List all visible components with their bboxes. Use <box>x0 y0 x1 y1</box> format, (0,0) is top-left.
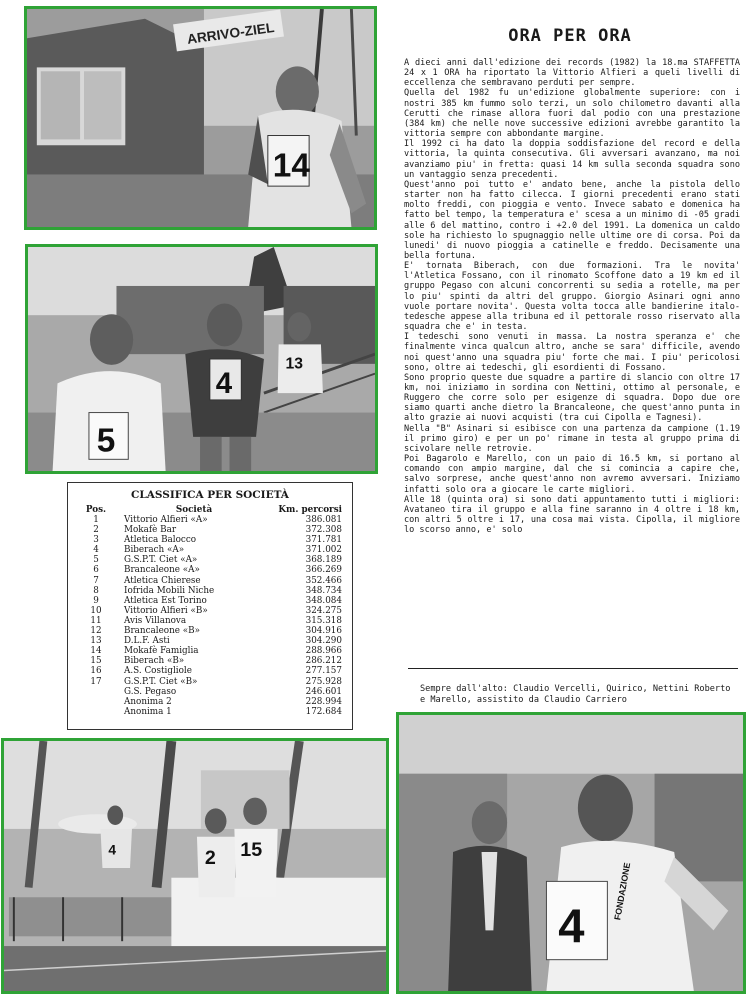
table-row <box>68 636 352 646</box>
bib-number-2: 2 <box>204 847 216 870</box>
bib-number-4: 4 <box>215 367 233 401</box>
row-societa: Vittorio Alfieri «A» <box>124 515 208 525</box>
row-km: 371.781 <box>305 535 342 546</box>
table-row <box>68 687 352 697</box>
row-societa: Atletica Est Torino <box>124 595 207 606</box>
photo-caption: Sempre dall'alto: Claudio Vercelli, Quirico, Nettini Roberto e Marello, assistito da Claudio Carriero <box>420 684 731 705</box>
table-row <box>68 666 352 676</box>
bib-number-15: 15 <box>240 839 263 862</box>
row-pos: 8 <box>93 585 99 596</box>
row-pos: 3 <box>93 535 99 546</box>
row-pos: 10 <box>90 605 102 616</box>
row-societa: Atletica Balocco <box>124 535 197 546</box>
article-paragraph: Alle 18 (quinta ora) si sono dati appuntamento tutti i migliori: Avataneo tira il gruppo e alla fine saranno in 4 oltre i 18 km, con altri 5 oltre i 17, una cosa mai vista. Cipolla, il migliore lo scorso anno, e' solo <box>404 494 740 536</box>
row-pos: 2 <box>93 525 99 536</box>
bib-number: 14 <box>272 147 310 185</box>
row-km: 315.318 <box>305 615 342 626</box>
table-row <box>68 596 352 606</box>
row-societa: Vittorio Alfieri «B» <box>124 605 208 616</box>
row-km: 304.290 <box>305 636 342 647</box>
row-km: 368.189 <box>305 555 342 566</box>
article-paragraph: A dieci anni dall'edizione dei records (1982) la 18.ma STAFFETTA 24 x 1 ORA ha riportato la Vittorio Alfieri a queli livelli di eccellenza che sembravano perduti per sempre. <box>404 58 740 89</box>
row-societa: Biberach «A» <box>124 545 185 556</box>
table-row <box>68 606 352 616</box>
table-row <box>68 525 352 535</box>
bib-number-4: 4 <box>108 842 117 858</box>
row-km: 277.157 <box>305 666 342 677</box>
table-row <box>68 626 352 636</box>
row-societa: G.S.P.T. Ciet «B» <box>124 676 198 687</box>
photo-runners-5-4-13 <box>25 244 378 474</box>
article-title: ORA PER ORA <box>508 26 632 46</box>
table-row <box>68 646 352 656</box>
bib-sponsor-text: FONDAZIONE <box>612 861 633 921</box>
row-km: 372.308 <box>305 525 342 536</box>
row-societa: Brancaleone «A» <box>124 565 200 576</box>
bib-number-4: 4 <box>558 899 585 953</box>
row-km: 275.928 <box>305 676 342 687</box>
article-paragraph: Nella "B" Asinari si esibisce con una partenza da campione (1.19 il primo giro) e per un po' rimane in testa al gruppo prima di scivolare nelle retrovie. <box>404 423 740 454</box>
row-societa: Mokafè Bar <box>124 525 177 536</box>
row-pos: 5 <box>93 555 99 566</box>
row-pos: 15 <box>90 656 102 667</box>
row-pos: 7 <box>93 575 99 586</box>
table-row <box>68 707 352 717</box>
row-pos: 14 <box>90 646 102 657</box>
article-paragraph: Il 1992 ci ha dato la doppia soddisfazione del record e della vittoria, la quinta consecutiva. Gli avversari avanzano, ma noi avanziamo piu' in fretta: quasi 14 km sulla seconda squadra sono un vantaggio senza precedenti. <box>404 139 740 180</box>
row-km: 371.002 <box>305 545 342 556</box>
bib-number-5: 5 <box>96 422 116 460</box>
row-km: 172.684 <box>305 706 342 717</box>
article-paragraph: Quella del 1982 fu un'edizione globalmente superiore: con i nostri 385 km fummo solo terzi, un solo chilometro davanti alla Cerutti che rimase allora fuori dal podio con una prestazione (384 km) che nelle nove successive edizioni avrebbe garantito la vittoria sempre con abbondante margine. <box>404 88 740 140</box>
table-row <box>68 697 352 707</box>
row-km: 228.994 <box>305 696 342 707</box>
photo-runner-4-assisted <box>396 712 746 994</box>
row-societa: D.L.F. Asti <box>124 636 170 647</box>
row-societa: G.S.P.T. Ciet «A» <box>124 555 198 566</box>
header-km: Km. percorsi <box>278 505 342 515</box>
row-pos: 17 <box>90 676 102 687</box>
table-row <box>68 515 352 525</box>
article-paragraph: Quest'anno poi tutto e' andato bene, anche la pistola dello starter non ha fatto cilecca. I giorni precedenti erano stati molto freddi, con pioggia e vento. Invece sabato e domenica ha fatto bel tempo, la temperatura e' scesa a un minimo di -05 gradi alle 6 del mattino, contro i +2.0 del 1991. La domenica un caldo sole ha richiesto lo spugnaggio nelle ultime ore di corsa. Poi da lunedi' di nuovo pioggia a catinelle e freddo. Decisamente una bella fortuna. <box>404 179 740 261</box>
row-pos <box>68 687 124 697</box>
divider-rule <box>408 668 738 669</box>
row-pos: 6 <box>93 565 99 576</box>
row-pos: 4 <box>93 545 99 556</box>
row-km: 366.269 <box>305 565 342 576</box>
row-km: 348.084 <box>305 595 342 606</box>
article-paragraph: I tedeschi sono venuti in massa. La nostra speranza e' che finalmente vinca qualcun altro, anche se sara' difficile, avendo noi quest'anno una squadra piu' forte che mai. I piu' pericolosi sono, oltre ai tedeschi, gli esordienti di Fossano. <box>404 332 740 373</box>
row-pos: 16 <box>90 666 102 677</box>
photo-runner-14-finish <box>24 6 377 230</box>
row-km: 324.275 <box>305 605 342 616</box>
row-societa: A.S. Costigliole <box>124 666 192 677</box>
row-km: 348.734 <box>305 585 342 596</box>
row-pos <box>68 707 124 717</box>
photo-runners-4-2-15 <box>1 738 389 994</box>
article-paragraph: Sono proprio queste due squadre a partire di slancio con oltre 17 km, noi iniziamo in sordina con Nettini, ottimo al personale, e Ruggero che corre solo per esigenze di squadra. Dopo due ore siamo quarti anche dietro la Brancaleone, che quest'anno punta in alto grazie ai nuovi acquisti (tra cui Cipolla e Tagnesi). <box>404 372 740 424</box>
row-societa: Anonima 1 <box>124 706 172 717</box>
table-row <box>68 555 352 565</box>
article-paragraph: E' tornata Biberach, con due formazioni. Tra le novita' l'Atletica Fossano, con il rinomato Scoffone dato a 19 km ed il gruppo Pegaso con alcuni concorrenti su sedia a rotelle, ma per lo piu' spinti da altri del gruppo. Giorgio Asinari ogni anno vuole portare novita'. Questa volta tocca alle bandierine italo-tedesche appese alla tribuna ed il pettorale rosso riservato alla squadra che e' in testa. <box>404 261 740 333</box>
row-societa: Iofrida Mobili Niche <box>124 585 215 596</box>
row-societa: Biberach «B» <box>124 656 185 667</box>
header-societa: Società <box>175 505 213 515</box>
classifica-title: CLASSIFICA PER SOCIETÀ <box>131 489 289 501</box>
table-row <box>68 545 352 555</box>
row-societa: G.S. Pegaso <box>124 686 177 697</box>
classifica-body <box>68 515 352 717</box>
row-pos: 9 <box>93 595 99 606</box>
bib-number-13: 13 <box>285 355 304 373</box>
table-row <box>68 535 352 545</box>
row-km: 386.081 <box>305 515 342 525</box>
row-pos <box>68 697 124 707</box>
row-km: 286.212 <box>305 656 342 667</box>
row-societa: Anonima 2 <box>124 696 172 707</box>
row-societa: Atletica Chierese <box>124 575 201 586</box>
table-row <box>68 576 352 586</box>
article-paragraph: Poi Bagarolo e Marello, con un paio di 16.5 km, si portano al comando con ampio margine, dal che si comincia a capire che, salvo sorprese, anche quest'anno non avremo avversari. Iniziamo infatti solo ora a giocare le carte migliori. <box>404 454 740 495</box>
row-pos: 1 <box>93 515 99 525</box>
row-km: 246.601 <box>305 686 342 697</box>
row-societa: Brancaleone «B» <box>124 626 200 637</box>
classifica-table-box <box>67 482 353 730</box>
table-row <box>68 565 352 575</box>
header-pos: Pos. <box>85 505 107 515</box>
row-km: 352.466 <box>305 575 342 586</box>
finish-sign-text: ARRIVO-ZIEL <box>186 20 276 47</box>
table-row <box>68 616 352 626</box>
classifica-table <box>68 505 352 717</box>
row-societa: Mokafè Famiglia <box>124 646 199 657</box>
row-km: 288.966 <box>305 646 342 657</box>
row-pos: 11 <box>90 615 102 626</box>
classifica-header-row <box>68 505 352 515</box>
table-row <box>68 677 352 687</box>
row-pos: 12 <box>90 626 102 637</box>
table-row <box>68 656 352 666</box>
table-row <box>68 586 352 596</box>
article-body <box>404 58 740 666</box>
row-pos: 13 <box>90 636 102 647</box>
row-km: 304.916 <box>305 626 342 637</box>
row-societa: Avis Villanova <box>124 615 187 626</box>
